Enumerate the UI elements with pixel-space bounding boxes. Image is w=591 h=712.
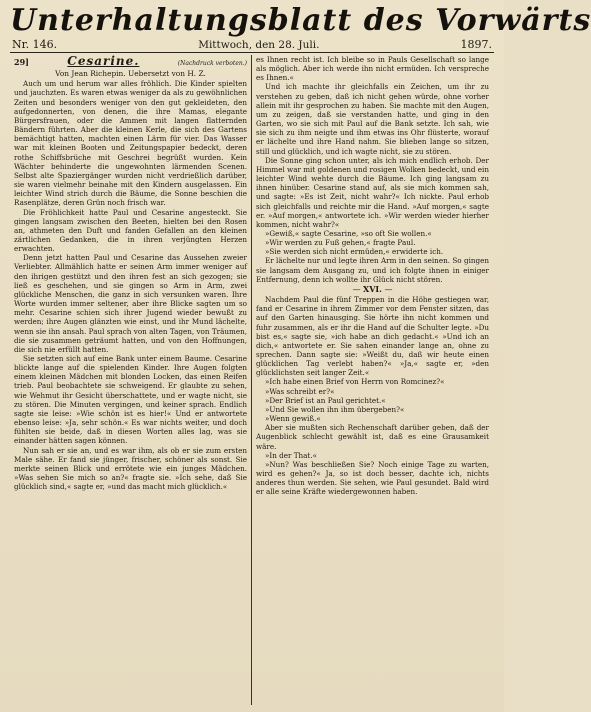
issue-year: 1897.	[460, 38, 492, 51]
paragraph: »Wenn gewiß.«	[265, 414, 321, 424]
paragraph: Nachdem Paul die fünf Treppen in die Höhe gestiegen war, fand er Cesarine in ihrem Zimmer vor dem Fenster sitzen, das auf den Garten hinausging. Sie hörte ihn nicht kommen und fuhr zusammen, als er ihr die Hand auf die Schulter legte. »Du bist es,« sagte sie, »ich habe an dich gedacht.« »Und ich an dich,« antwortete er. Sie sahen einander lange an, ohne zu sprechen. Dann sagte sie: »Weißt du, daß wir heute einen glücklichen Tag verlebt haben?« »Ja,« sagte er, »den glücklichsten seit langer Zeit.«	[256, 295, 489, 378]
paragraph: »Und Sie wollen ihn ihm übergeben?«	[265, 404, 405, 414]
installment-number: 29]	[14, 57, 29, 67]
dateline	[10, 38, 494, 53]
paragraph: Denn jetzt hatten Paul und Cesarine das Aussehen zweier Verliebter. Allmählich hatte er seinen Arm immer weniger auf den ihrigen gestützt und den ihren fest an sich gezogen; sie ließ es geschehen, und sie gingen so Arm in Arm, zwei glückliche Menschen, die ganz in sich versunken waren. Ihre Worte wurden immer seltener, aber ihre Blicke sagten um so mehr. Cesarine schien sich ihrer Jugend wieder bewußt zu werden; ihre Augen glänzten wie einst, und ihr Mund lächelte, wenn sie ihn ansah. Paul sprach von alten Tagen, von Träumen, die sie zusammen geträumt hatten, und von den Hoffnungen, die sich nie erfüllt hatten.	[14, 253, 247, 354]
masthead: Unterhaltungsblatt des Vorwärts	[10, 3, 591, 38]
columns	[10, 55, 494, 705]
paragraph: Die Fröhlichkeit hatte Paul und Cesarine angesteckt. Sie gingen langsam zwischen den Beeten, hielten bei den Rosen an, athmeten den Duft und fanden Gefallen an den kleinen zärtlichen Gedanken, die in ihren verjüngten Herzen erwachten.	[14, 207, 247, 254]
paragraph: »Ich habe einen Brief von Herrn von Romcinez?«	[265, 377, 445, 387]
story-byline: Von Jean Richepin. Uebersetzt von H. Z.	[55, 69, 206, 79]
chapter-number: — XVI. —	[256, 285, 489, 294]
story-header	[14, 54, 247, 68]
paragraph: »Gewiß,« sagte Cesarine, »so oft Sie wollen.«	[265, 228, 432, 238]
right-column	[252, 55, 493, 705]
reprint-notice: (Nachdruck verboten.)	[177, 60, 247, 67]
paragraph: »Der Brief ist an Paul gerichtet.«	[265, 395, 386, 405]
paragraph: »Wir werden zu Fuß gehen,« fragte Paul.	[265, 238, 416, 248]
paragraph: Nun sah er sie an, und es war ihm, als ob er sie zum ersten Male sähe. Er fand sie jünger, frischer, schöner als sonst. Sie merkte seinen Blick und errötete wie ein junges Mädchen. »Was sehen Sie mich so an?« fragte sie. »Ich sehe, daß Sie glücklich sind,« sagte er, »und das macht mich glücklich.«	[14, 445, 247, 492]
story-title: Cesarine.	[67, 54, 140, 68]
paragraph: »Was schreibt er?«	[265, 386, 335, 396]
issue-date: Mittwoch, den 28. Juli.	[198, 39, 320, 51]
paragraph: Und ich machte ihr gleichfalls ein Zeichen, um ihr zu verstehen zu geben, daß ich nicht gehen würde, ohne vorher allein mit ihr gesprochen zu haben. Sie machte mit den Augen, um zu zeigen, daß sie verstanden hatte, und ging in den Garten, wo sie sich mit Paul auf die Bank setzte. Ich sah, wie sie sich zu ihm neigte und ihm etwas ins Ohr flüsterte, worauf er lächelte und ihre Hand nahm. Sie blieben lange so sitzen, still und glücklich, und ich wagte nicht, sie zu stören.	[256, 82, 489, 156]
paragraph: »Sie werden sich nicht ermüden,« erwiderte ich.	[265, 247, 444, 257]
paragraph: Er lächelte nur und legte ihren Arm in den seinen. So gingen sie langsam dem Ausgang zu, und ich folgte ihnen in einiger Entfernung, denn ich wollte ihr Glück nicht stören.	[256, 256, 489, 284]
paragraph: es Ihnen recht ist. Ich bleibe so in Pauls Gesellschaft so lange als möglich. Aber ich werde ihn nicht ermüden. Ich verspreche es Ihnen.«	[256, 55, 489, 83]
paragraph: »Nun? Was beschließen Sie? Noch einige Tage zu warten, wird es gehen?« Ja, so ist doch besser, dachte ich, nichts anderes thun werden. Sie sehen, wie Paul gesundet. Bald wird er alle seine Kräfte wiedergewonnen haben.	[256, 459, 489, 497]
left-column	[10, 55, 251, 705]
paragraph: Auch um und herum war alles fröhlich. Die Kinder spielten und jauchzten. Es waren etwas weniger da als zu gewöhnlichen Zeiten und besonders weniger von den gut gekleideten, den aufgedonnerten, von denen, die ihre Mamas, elegante Bürgersfrauen, oder die Ammen mit langen flatternden Bändern führten. Aber die kleinen Kerle, die sich des Gartens bemächtigt hatten, machten einen Lärm für vier. Das Wasser war mit kleinen Booten und Zeitungspapier bedeckt, deren rothe Schiffsbrüche mit Geschrei begrüßt wurden. Kein Wächter behinderte die ungewohnten lärmenden Scenen. Selbst alte Spaziergänger wurden nicht verdrießlich darüber, sie waren vielmehr beinahe mit den Kindern ausgelassen. Ein leichter Wind strich durch die Bäume, die Sonne beschien die Rasenplätze, deren Grün noch frisch war.	[14, 79, 247, 208]
issue-number: Nr. 146.	[12, 38, 58, 51]
paragraph: Die Sonne ging schon unter, als ich mich endlich erhob. Der Himmel war mit goldenen und rosigen Wolken bedeckt, und ein leichter Wind wehte durch die Bäume. Ich ging langsam zu ihnen hinüber. Cesarine stand auf, als sie mich kommen sah, und sagte: »Es ist Zeit, nicht wahr?« Ich nickte. Paul erhob sich gleichfalls und reichte mir die Hand. »Auf morgen,« sagte er. »Auf morgen,« antwortete ich. »Wir werden wieder hierher kommen, nicht wahr?«	[256, 155, 489, 229]
paragraph: »In der That.«	[265, 450, 318, 460]
paragraph: Aber sie mußten sich Rechenschaft darüber geben, daß der Augenblick schlecht gewählt ist, daß es eine Grausamkeit wäre.	[256, 423, 489, 451]
paragraph: Sie setzten sich auf eine Bank unter einem Baume. Cesarine blickte lange auf die spielenden Kinder. Ihre Augen folgten einem kleinen Mädchen mit blonden Locken, das einen Reifen trieb. Paul beobachtete sie schweigend. Er glaubte zu sehen, wie Wehmut ihr Gesicht überschattete, und er wagte nicht, sie zu stören. Die Minuten vergingen, und keiner sprach. Endlich sagte sie leise: »Wie schön ist es hier!« Und er antwortete ebenso leise: »Ja, sehr schön.« Es war nichts weiter, und doch fühlten sie beide, daß in diesen Worten alles lag, was sie einander hätten sagen können.	[14, 354, 247, 446]
